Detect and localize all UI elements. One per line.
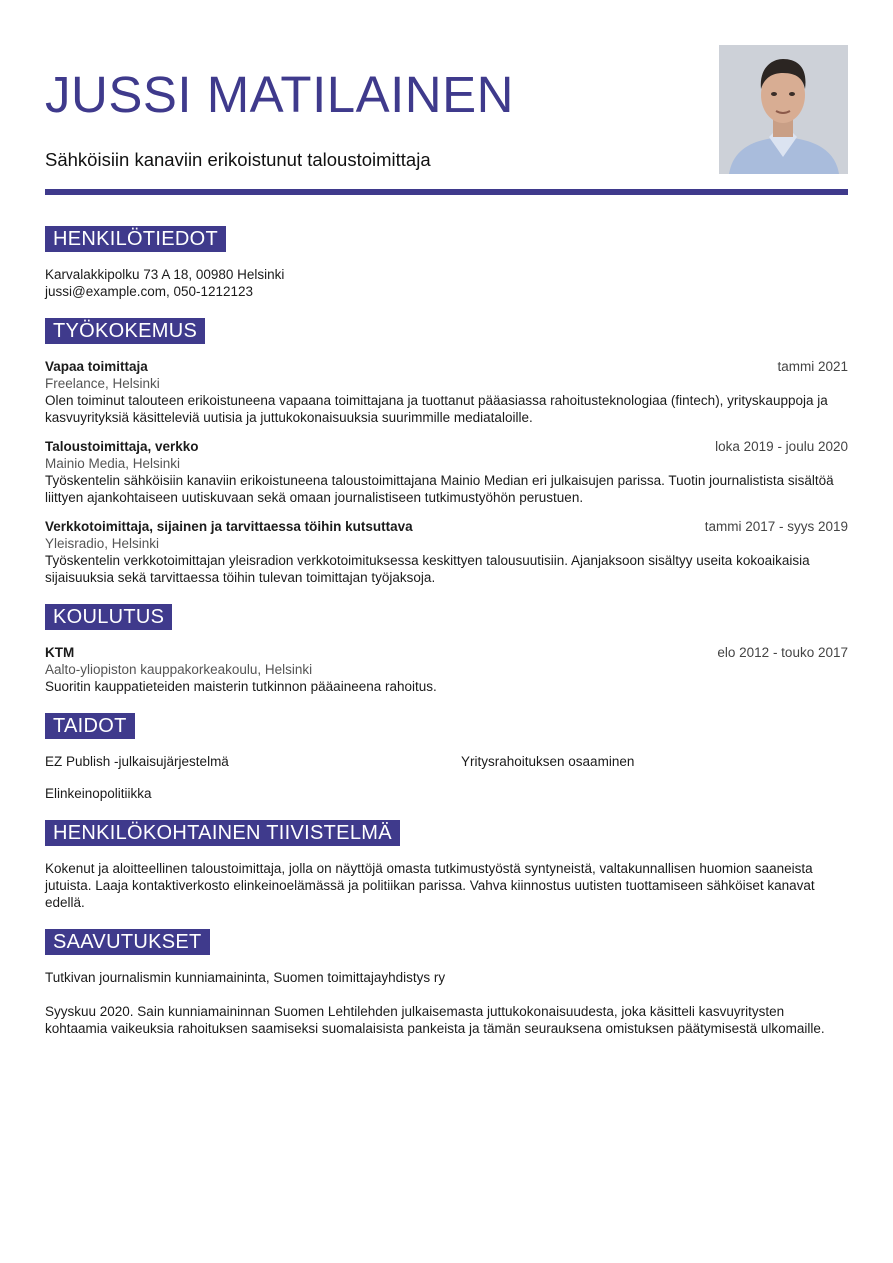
section-title-experience: TYÖKOKEMUS [45, 318, 205, 344]
experience-entry [45, 438, 848, 506]
profile-photo [719, 45, 848, 174]
school-name: Aalto-yliopiston kauppakorkeakoulu, Helsinki [45, 662, 313, 677]
address: Karvalakkipolku 73 A 18, 00980 Helsinki [45, 267, 285, 282]
section-title-summary: HENKILÖKOHTAINEN TIIVISTELMÄ [45, 820, 400, 846]
experience-entry [45, 518, 848, 586]
job-employer: Yleisradio, Helsinki [45, 536, 160, 551]
job-title: Taloustoimittaja, verkko [45, 439, 199, 454]
education-dates: elo 2012 - touko 2017 [717, 645, 848, 660]
education-entry [45, 644, 848, 695]
job-employer: Freelance, Helsinki [45, 376, 160, 391]
degree-title: KTM [45, 645, 75, 660]
contact-block [45, 266, 848, 300]
section-title-skills: TAIDOT [45, 713, 135, 739]
skills-list [45, 753, 848, 802]
job-title: Verkkotoimittaja, sijainen ja tarvittaessa töihin kutsuttava [45, 519, 413, 534]
section-title-education: KOULUTUS [45, 604, 172, 630]
job-dates: loka 2019 - joulu 2020 [715, 439, 848, 454]
achievement-title: Tutkivan journalismin kunniamaininta, Suomen toimittajayhdistys ry [45, 970, 446, 985]
section-title-achievements: SAAVUTUKSET [45, 929, 210, 955]
job-dates: tammi 2021 [777, 359, 848, 374]
job-dates: tammi 2017 - syys 2019 [704, 519, 848, 534]
email-phone: jussi@example.com, 050-1212123 [45, 284, 254, 299]
skill-item: EZ Publish -julkaisujärjestelmä [45, 754, 229, 769]
skill-item: Yritysrahoituksen osaaminen [461, 754, 635, 769]
job-employer: Mainio Media, Helsinki [45, 456, 181, 471]
resume-page [45, 45, 848, 1037]
skill-item: Elinkeinopolitiikka [45, 786, 152, 801]
section-title-personal: HENKILÖTIEDOT [45, 226, 226, 252]
job-description: Työskentelin sähköisiin kanaviin erikoistuneena taloustoimittajana Mainio Median eri julkaisujen parissa. Tuotin journalistista sisältöä liittyen ajankohtaiseen uutiskuvaan sekä omaan journalistiseen tutkimustyöhön perustuen. [45, 473, 834, 505]
resume-header [45, 45, 848, 174]
achievement-description: Syyskuu 2020. Sain kunniamaininnan Suomen Lehtilehden julkaisemasta juttukokonaisuudesta, joka käsitteli kasvuyritysten kohtaamia vaikeuksia rahoituksen saamiseksi suomalaisista pankeista ja tämän seurauksena omistuksen päätymisestä ulkomaille. [45, 1004, 825, 1036]
summary-section [45, 820, 848, 911]
candidate-name: JUSSI MATILAINEN [45, 66, 514, 123]
summary-text: Kokenut ja aloitteellinen taloustoimittaja, jolla on näyttöjä omasta tutkimustyöstä syntyneistä, valtakunnallisen huomion saaneista jutuista. Laaja kontaktiverkosto elinkeinoelämässä ja politiikan parissa. Vahva kiinnostus uutisten tuottamiseen sähköiset kanavat edellä. [45, 861, 815, 910]
job-title: Vapaa toimittaja [45, 359, 148, 374]
experience-entry [45, 358, 848, 426]
candidate-headline: Sähköisiin kanaviin erikoistunut taloustoimittaja [45, 149, 431, 170]
personal-section [45, 226, 848, 300]
experience-section [45, 318, 848, 586]
job-description: Olen toiminut talouteen erikoistuneena vapaana toimittajana ja tuottanut pääasiassa rahoitusteknologiaa (fintech), yrityskauppoja ja kasvuyrityksiä käsitteleviä uutisia ja juttukokonaisuuksia suurimmille mediataloille. [45, 393, 828, 425]
education-section [45, 604, 848, 695]
education-description: Suoritin kauppatieteiden maisterin tutkinnon pääaineena rahoitus. [45, 679, 437, 694]
header-divider [45, 189, 848, 195]
job-description: Työskentelin verkkotoimittajan yleisradion verkkotoimituksessa keskittyen talousuutisiin. Ajanjaksoon sisältyy useita kokoaikaisia sijaisuuksia sekä tarvittaessa töihin tulevan toimittajan työjaksoja. [45, 553, 810, 585]
achievements-section [45, 929, 848, 1037]
skills-section [45, 713, 848, 802]
